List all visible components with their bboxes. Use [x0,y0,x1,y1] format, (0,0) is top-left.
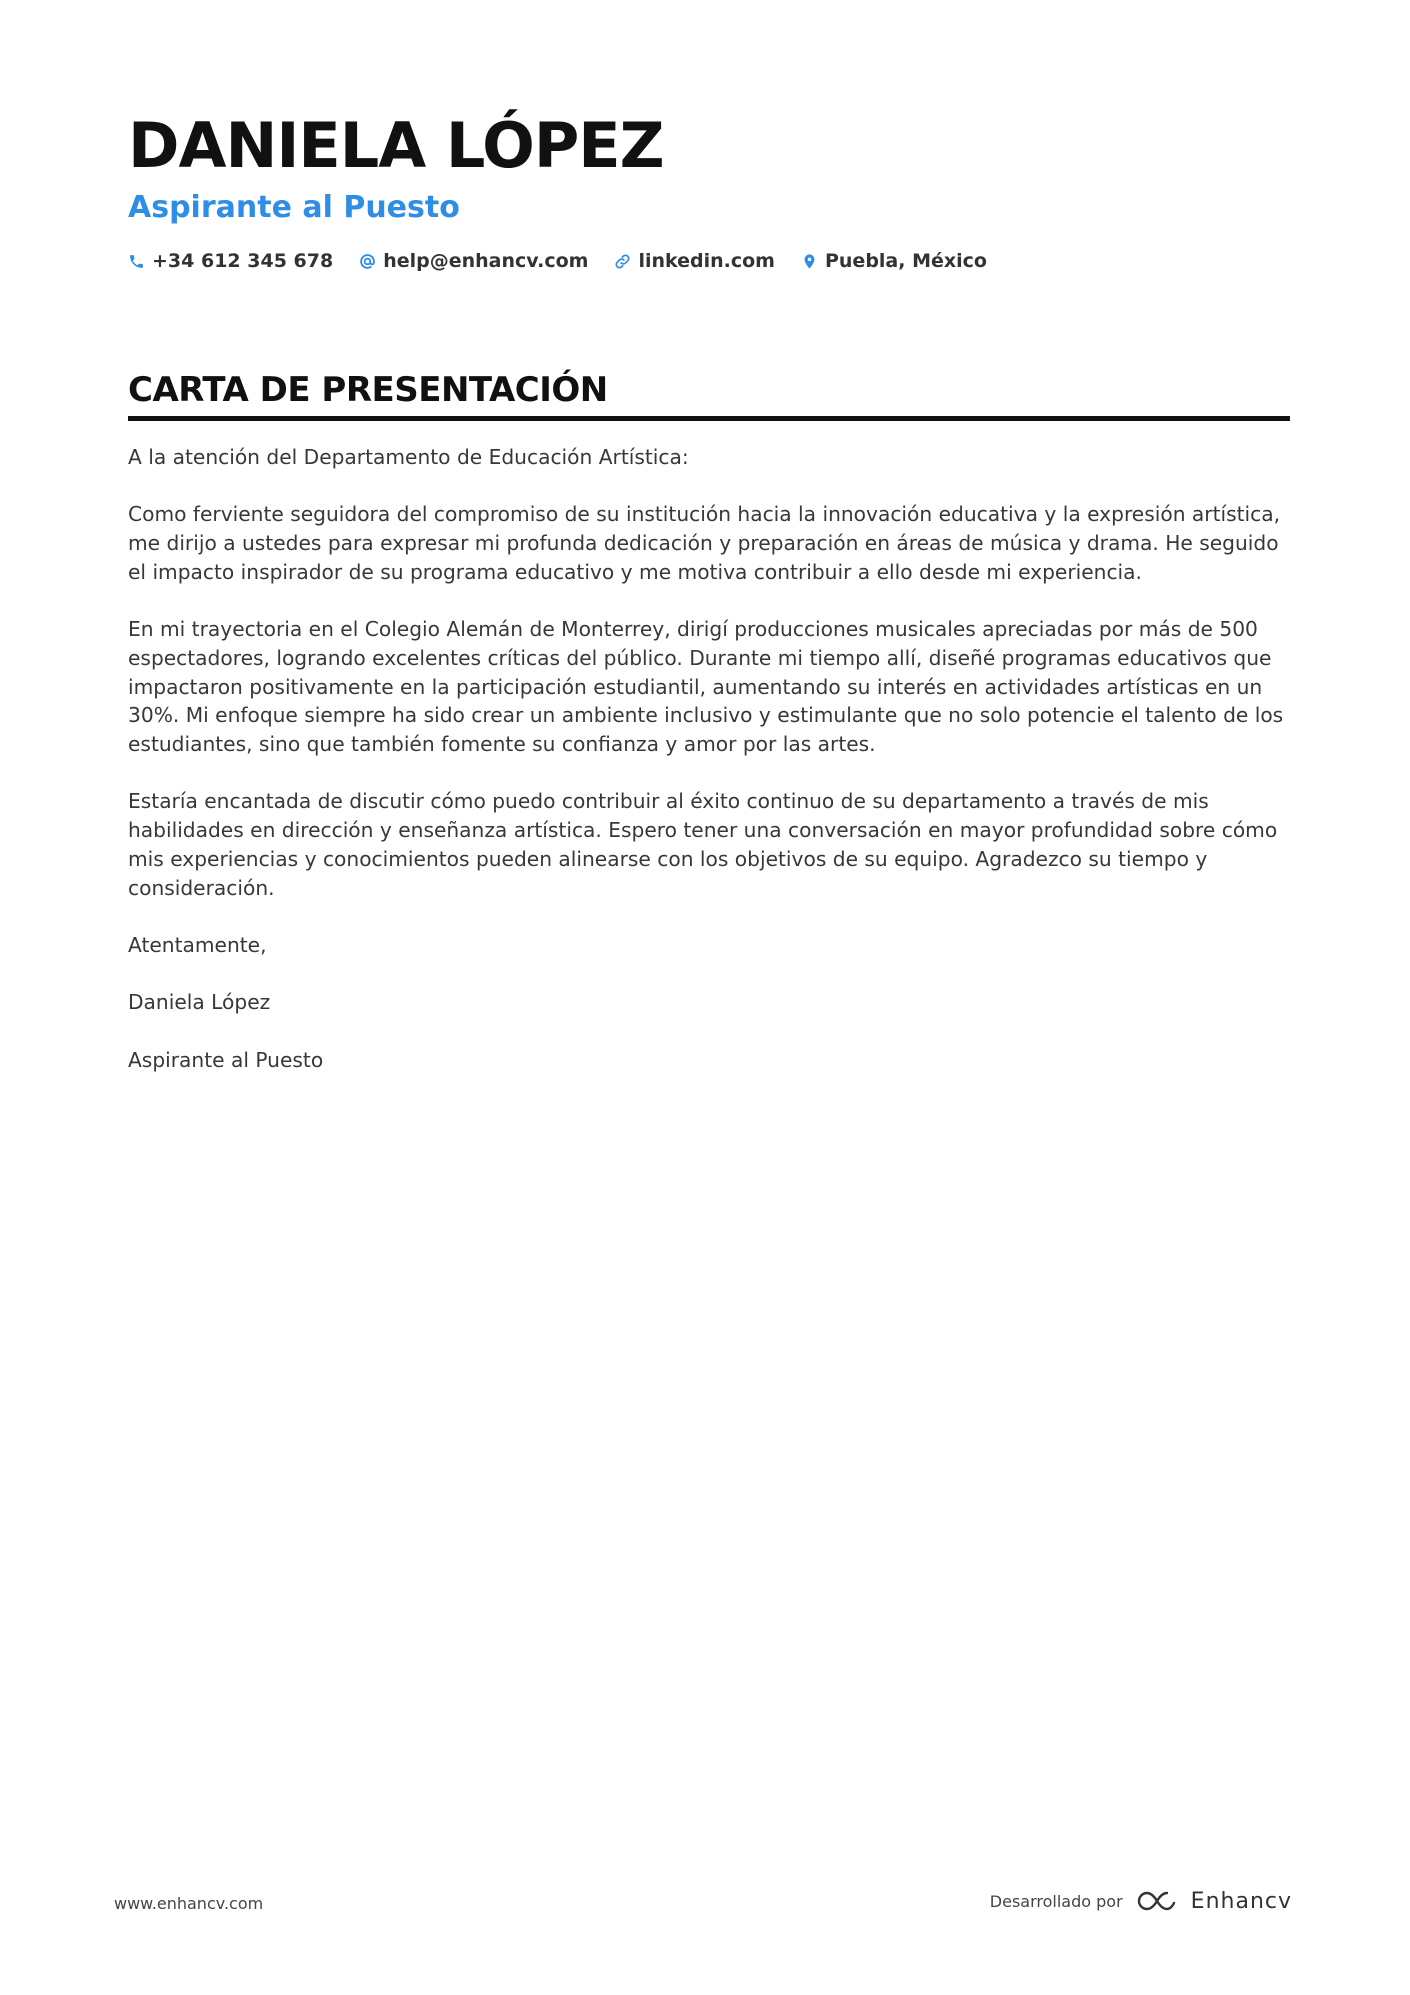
linkedin-text: linkedin.com [638,250,775,272]
contact-linkedin[interactable] [614,250,775,272]
location-pin-icon [801,253,818,270]
candidate-name: DANIELA LÓPEZ [128,109,664,182]
section-divider [128,416,1290,421]
footer-branding[interactable] [990,1888,1292,1914]
contact-email[interactable] [359,250,588,272]
location-text: Puebla, México [824,250,987,272]
footer-website[interactable]: www.enhancv.com [114,1894,264,1913]
signature-name: Daniela López [128,990,271,1015]
paragraph-3: Estaría encantada de discutir cómo puedo contribuir al éxito continuo de su departamento a través de mis habilidades en dirección y enseñanza artística. Espero tener una conversación en mayor profundidad sobre cómo mis experiencias y conocimientos pueden alinearse con los objetivos de su equipo. Agradezco su tiempo y consideración. [128,789,1278,900]
phone-icon [128,253,145,270]
salutation: A la atención del Departamento de Educación Artística: [128,445,689,469]
section-title: CARTA DE PRESENTACIÓN [128,370,608,410]
at-icon [359,253,376,270]
brand-logo [1135,1888,1292,1914]
paragraph-2: En mi trayectoria en el Colegio Alemán de Monterrey, dirigí producciones musicales apreciadas por más de 500 espectadores, logrando excelentes críticas del público. Durante mi tiempo allí, diseñé programas educativos que impactaron positivamente en la participación estudiantil, aumentando su interés en actividades artísticas en un 30%. Mi enfoque siempre ha sido crear un ambiente inclusivo y estimulante que no solo potencie el talento de los estudiantes, sino que también fomente su confianza y amor por las artes. [128,617,1284,756]
contact-location [801,250,987,272]
email-text: help@enhancv.com [383,250,589,272]
signature-role: Aspirante al Puesto [128,1047,324,1072]
header [128,108,1288,272]
phone-text: +34 612 345 678 [152,250,334,272]
powered-by-label: Desarrollado por [989,1891,1123,1911]
letter-body [128,443,1290,1074]
contact-bar [128,250,1288,272]
brand-name: Enhancv [1190,1888,1292,1914]
infinity-logo-icon [1135,1888,1181,1914]
link-icon [614,253,631,270]
paragraph-1: Como ferviente seguidora del compromiso de su institución hacia la innovación educativa y la expresión artística, me dirijo a ustedes para expresar mi profunda dedicación y preparación en áreas de música y drama. He seguido el impacto inspirador de su programa educativo y me motiva contribuir a ello desde mi experiencia. [128,502,1281,584]
contact-phone[interactable] [128,250,333,272]
closing: Atentamente, [128,932,267,957]
cover-letter-section [128,368,1290,1103]
candidate-role: Aspirante al Puesto [128,190,460,225]
